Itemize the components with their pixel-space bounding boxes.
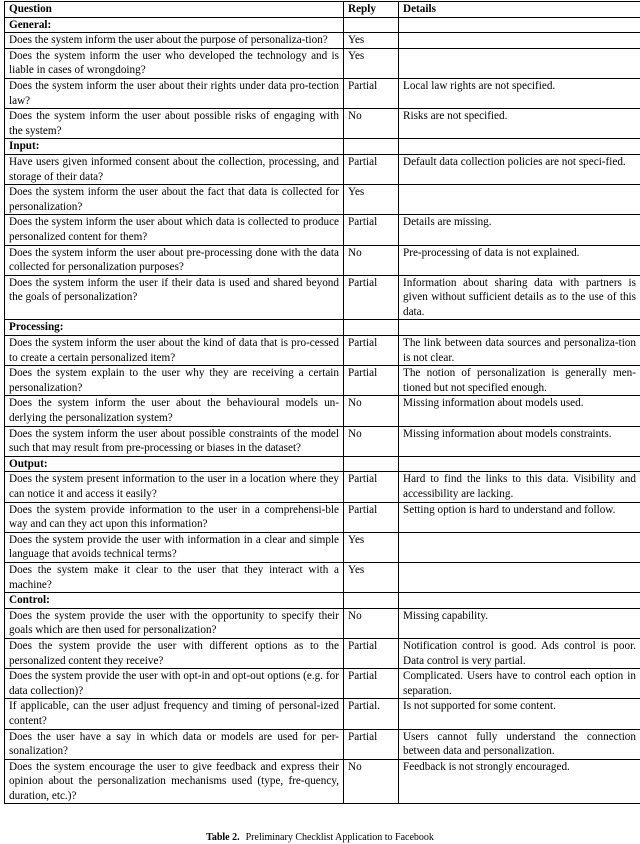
table-row <box>5 396 640 426</box>
empty-cell <box>344 139 399 155</box>
table-row <box>5 109 640 139</box>
section-label: Control: <box>5 593 344 609</box>
empty-cell <box>399 593 640 609</box>
table-row <box>5 729 640 759</box>
reply-cell: Partial <box>344 78 399 108</box>
reply-cell: No <box>344 759 399 804</box>
details-cell <box>399 33 640 49</box>
details-cell: Local law rights are not specified. <box>399 78 640 108</box>
reply-cell: Partial <box>344 366 399 396</box>
question-cell: Does the system make it clear to the user that they interact with a machine? <box>5 562 344 592</box>
reply-cell: No <box>344 109 399 139</box>
reply-cell: Partial <box>344 336 399 366</box>
section-row <box>5 139 640 155</box>
question-cell: Does the system inform the user about the kind of data that is pro-cessed to create a certain personalized item? <box>5 336 344 366</box>
question-cell: Does the system inform the user about the purpose of personaliza-tion? <box>5 33 344 49</box>
table-caption <box>0 832 640 844</box>
question-cell: Does the system inform the user about the behavioural models un-derlying the personalization system? <box>5 396 344 426</box>
reply-cell: Yes <box>344 48 399 78</box>
question-cell: Have users given informed consent about the collection, processing, and storage of their data? <box>5 154 344 184</box>
details-cell <box>399 48 640 78</box>
empty-cell <box>399 139 640 155</box>
section-label: Input: <box>5 139 344 155</box>
reply-cell: Partial <box>344 502 399 532</box>
reply-cell: Partial <box>344 154 399 184</box>
empty-cell <box>399 320 640 336</box>
table-row <box>5 426 640 456</box>
details-cell: Details are missing. <box>399 215 640 245</box>
table-row <box>5 759 640 804</box>
reply-cell: No <box>344 245 399 275</box>
table-row <box>5 608 640 638</box>
section-row <box>5 593 640 609</box>
reply-cell: Partial <box>344 669 399 699</box>
details-cell: Users cannot fully understand the connection between data and personalization. <box>399 729 640 759</box>
section-row <box>5 17 640 33</box>
table-row <box>5 154 640 184</box>
empty-cell <box>344 17 399 33</box>
table-row <box>5 336 640 366</box>
table-row <box>5 215 640 245</box>
details-cell <box>399 532 640 562</box>
details-cell: Default data collection policies are not speci-fied. <box>399 154 640 184</box>
section-row <box>5 320 640 336</box>
reply-cell: No <box>344 396 399 426</box>
details-cell: Is not supported for some content. <box>399 699 640 729</box>
table-row <box>5 502 640 532</box>
question-cell: Does the system inform the user about the fact that data is collected for personalization? <box>5 185 344 215</box>
section-label: Output: <box>5 456 344 472</box>
section-row <box>5 456 640 472</box>
reply-cell: Partial <box>344 275 399 320</box>
table-row <box>5 78 640 108</box>
table-row <box>5 33 640 49</box>
question-cell: Does the system inform the user who developed the technology and is liable in cases of wrongdoing? <box>5 48 344 78</box>
table-row <box>5 699 640 729</box>
reply-cell: Partial <box>344 638 399 668</box>
reply-cell: No <box>344 608 399 638</box>
empty-cell <box>344 456 399 472</box>
question-cell: Does the system present information to the user in a location where they can notice it and access it easily? <box>5 472 344 502</box>
details-cell: Pre-processing of data is not explained. <box>399 245 640 275</box>
table-row <box>5 669 640 699</box>
reply-cell: Yes <box>344 33 399 49</box>
question-cell: Does the system provide information to the user in a comprehensi-ble way and can they act upon this information? <box>5 502 344 532</box>
empty-cell <box>344 593 399 609</box>
details-cell: Notification control is good. Ads control is poor. Data control is very partial. <box>399 638 640 668</box>
question-cell: Does the system provide the user with information in a clear and simple language that avoids technical terms? <box>5 532 344 562</box>
reply-cell: Partial <box>344 215 399 245</box>
question-cell: Does the system inform the user about their rights under data pro-tection law? <box>5 78 344 108</box>
question-cell: Does the system provide the user with different options as to the personalized content they receive? <box>5 638 344 668</box>
reply-cell: Yes <box>344 532 399 562</box>
question-cell: Does the system encourage the user to give feedback and express their opinion about the personalization mechanisms used (type, fre-quency, duration, etc.)? <box>5 759 344 804</box>
question-cell: Does the system explain to the user why they are receiving a certain personalization? <box>5 366 344 396</box>
empty-cell <box>344 320 399 336</box>
details-cell: Hard to find the links to this data. Visibility and accessibility are lacking. <box>399 472 640 502</box>
question-cell: Does the system provide the user with the opportunity to specify their goals which are then used for personalization? <box>5 608 344 638</box>
question-cell: Does the system inform the user about possible constraints of the model such that may result from pre-processing or biases in the dataset? <box>5 426 344 456</box>
empty-cell <box>399 17 640 33</box>
table-row <box>5 245 640 275</box>
section-label: General: <box>5 17 344 33</box>
details-cell: Missing information about models constraints. <box>399 426 640 456</box>
question-cell: Does the system inform the user about possible risks of engaging with the system? <box>5 109 344 139</box>
header-question: Question <box>5 2 344 18</box>
details-cell: Feedback is not strongly encouraged. <box>399 759 640 804</box>
checklist-table <box>4 1 640 804</box>
table-body <box>5 17 640 804</box>
reply-cell: No <box>344 426 399 456</box>
header-reply: Reply <box>344 2 399 18</box>
details-cell: Complicated. Users have to control each option in separation. <box>399 669 640 699</box>
table-row <box>5 562 640 592</box>
question-cell: Does the system inform the user about pre-processing done with the data collected for personalization purposes? <box>5 245 344 275</box>
details-cell: The notion of personalization is generally men-tioned but not specified enough. <box>399 366 640 396</box>
question-cell: Does the system inform the user if their data is used and shared beyond the goals of personalization? <box>5 275 344 320</box>
details-cell: Risks are not specified. <box>399 109 640 139</box>
table-row <box>5 638 640 668</box>
question-cell: If applicable, can the user adjust frequency and timing of personal-ized content? <box>5 699 344 729</box>
caption-label: Table 2. <box>206 832 240 843</box>
details-cell <box>399 185 640 215</box>
details-cell: The link between data sources and personaliza-tion is not clear. <box>399 336 640 366</box>
details-cell: Information about sharing data with partners is given without sufficient details as to the use of this data. <box>399 275 640 320</box>
reply-cell: Yes <box>344 562 399 592</box>
header-details: Details <box>399 2 640 18</box>
reply-cell: Yes <box>344 185 399 215</box>
table-row <box>5 532 640 562</box>
question-cell: Does the system provide the user with opt-in and opt-out options (e.g. for data collection)? <box>5 669 344 699</box>
reply-cell: Partial <box>344 729 399 759</box>
details-cell: Missing information about models used. <box>399 396 640 426</box>
table-row <box>5 185 640 215</box>
details-cell: Missing capability. <box>399 608 640 638</box>
details-cell: Setting option is hard to understand and follow. <box>399 502 640 532</box>
table-row <box>5 275 640 320</box>
section-label: Processing: <box>5 320 344 336</box>
caption-text: Preliminary Checklist Application to Facebook <box>246 832 434 843</box>
table-row <box>5 472 640 502</box>
details-cell <box>399 562 640 592</box>
header-row <box>5 2 640 18</box>
reply-cell: Partial. <box>344 699 399 729</box>
question-cell: Does the user have a say in which data or models are used for per-sonalization? <box>5 729 344 759</box>
empty-cell <box>399 456 640 472</box>
table-row <box>5 48 640 78</box>
question-cell: Does the system inform the user about which data is collected to produce personalized content for them? <box>5 215 344 245</box>
table-row <box>5 366 640 396</box>
reply-cell: Partial <box>344 472 399 502</box>
